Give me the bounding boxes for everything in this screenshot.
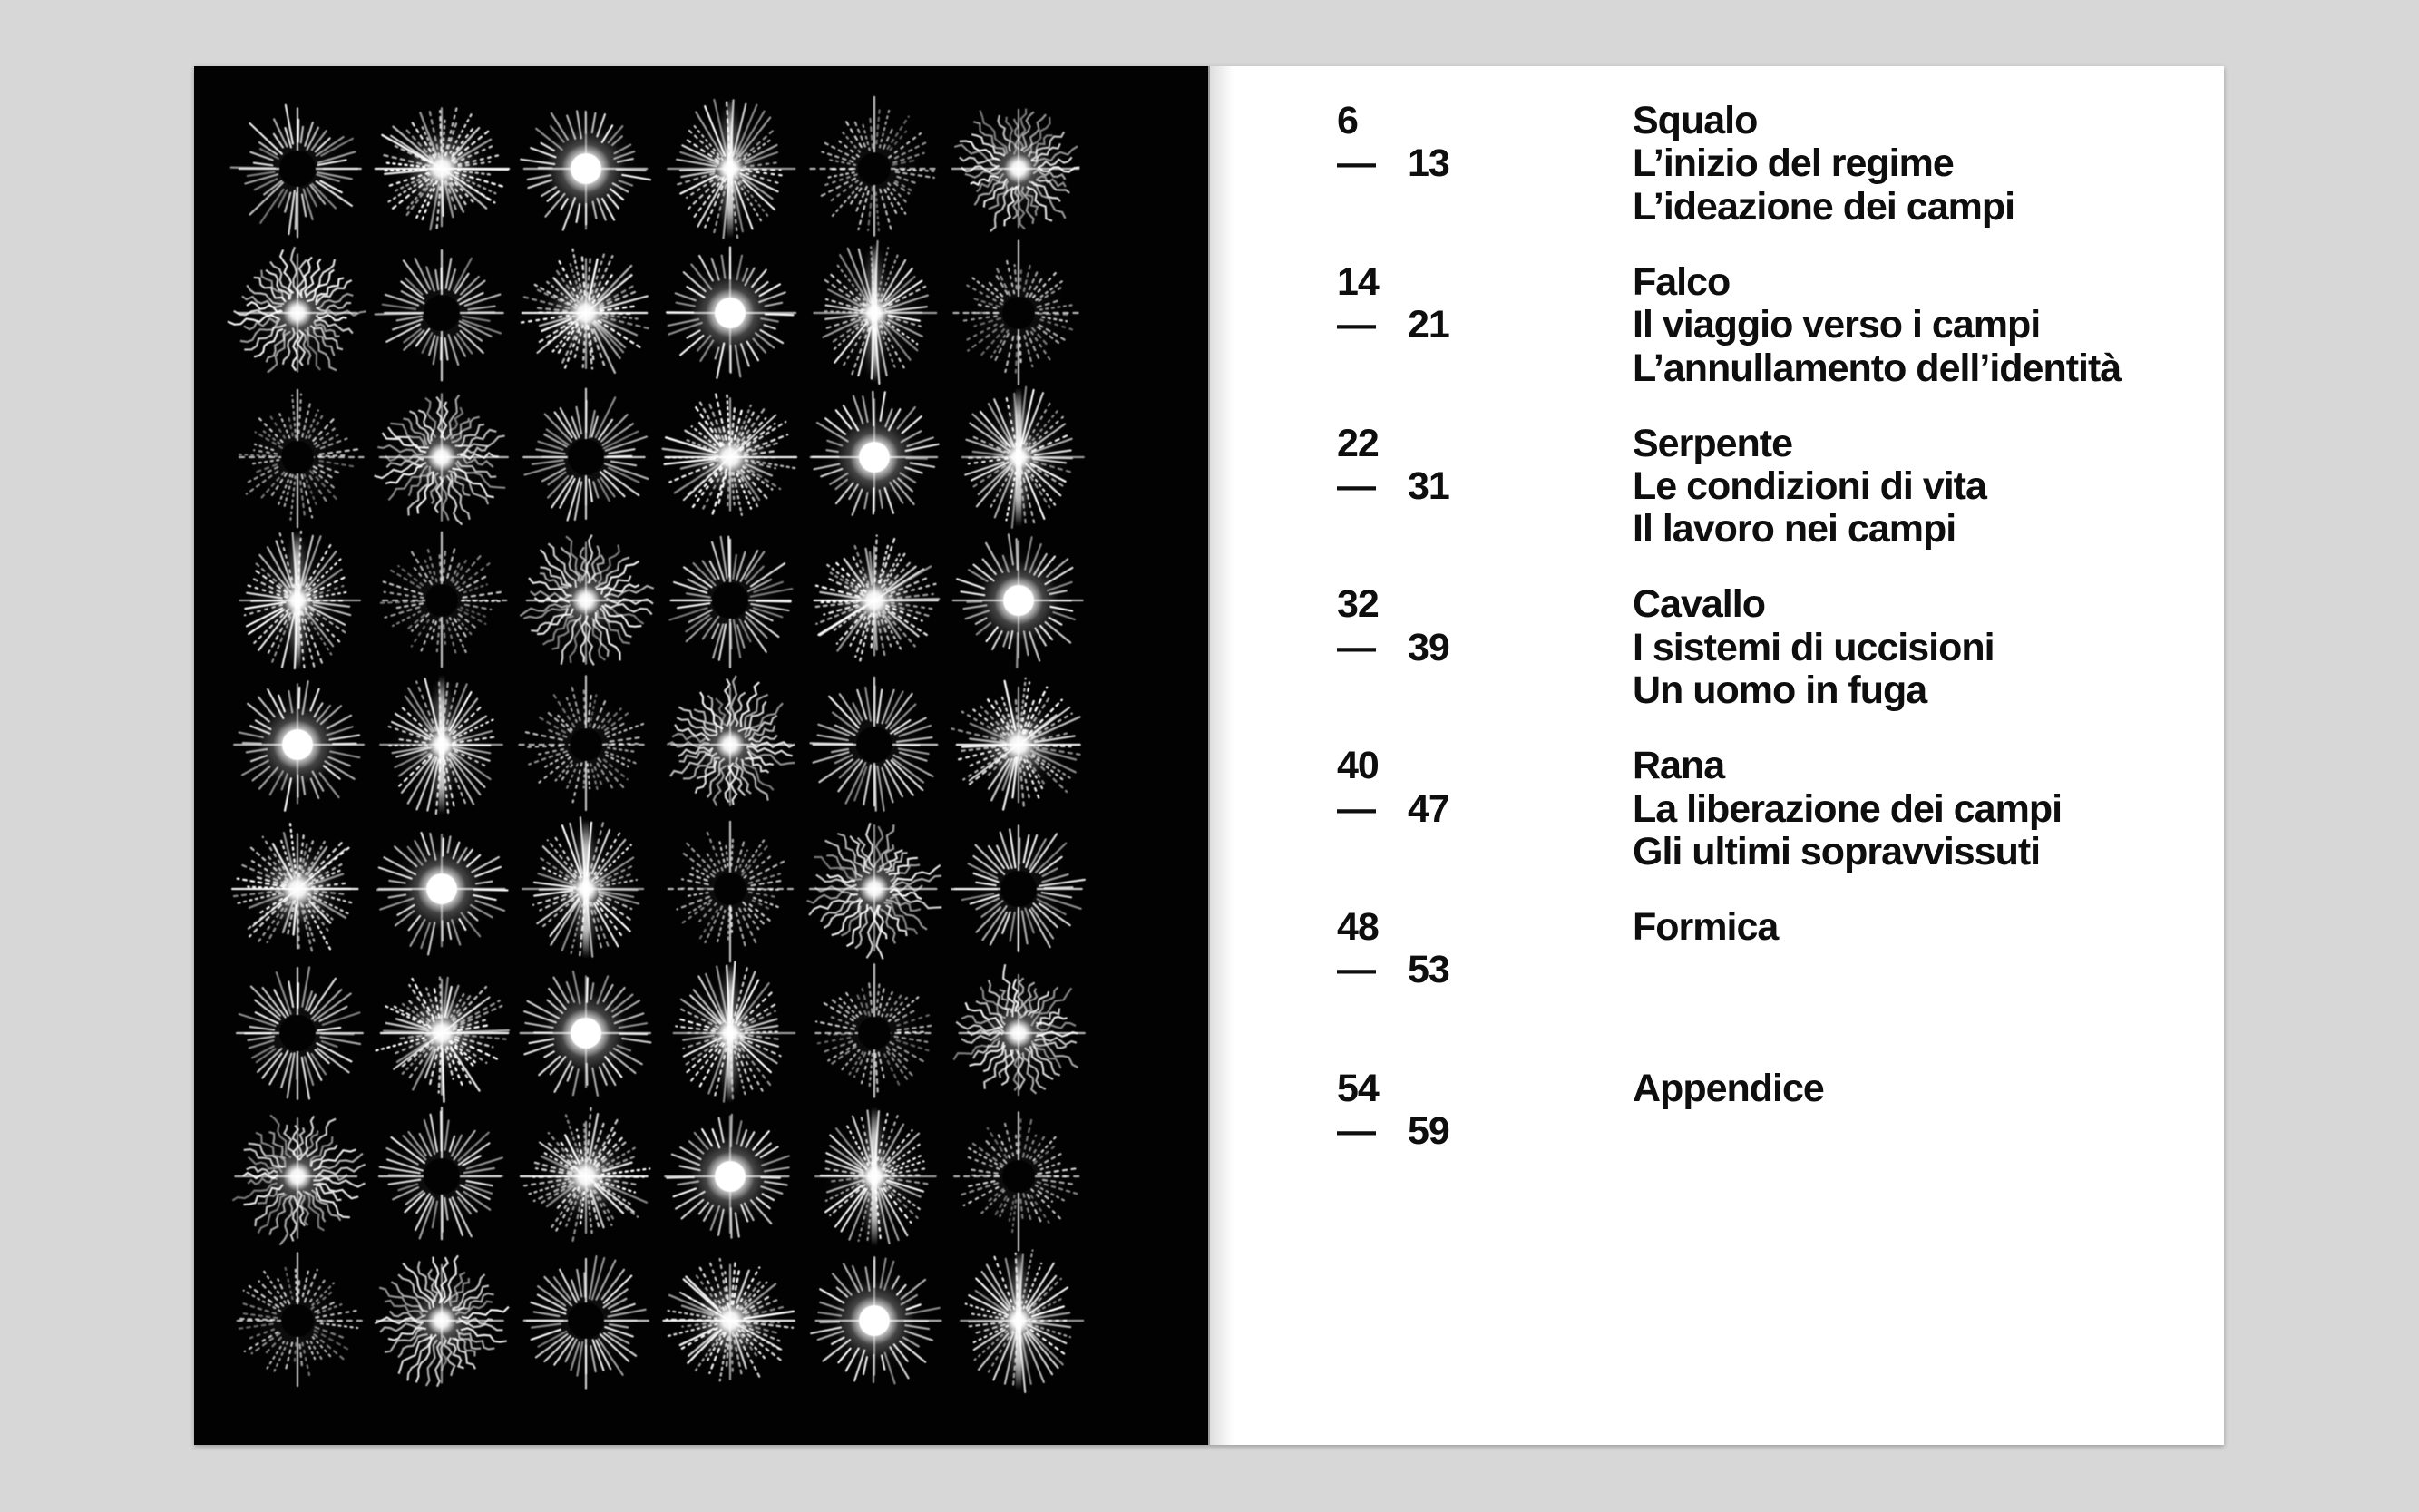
starburst-glow-ball <box>797 380 951 534</box>
toc-page-start: 32 <box>1337 582 1379 627</box>
toc-page-range <box>1337 1066 1449 1154</box>
toc-subtitle: Il viaggio verso i campi <box>1633 303 2041 347</box>
starburst-glow-ball <box>365 812 519 966</box>
starburst-glow-ball <box>797 1244 951 1398</box>
toc-page-end: 21 <box>1408 303 1449 347</box>
starburst-wavy-rays-bright-core <box>653 668 807 822</box>
starburst-grid <box>194 66 1210 1445</box>
starburst-solid-rays-dark-core <box>509 1244 663 1398</box>
toc-page-end: 47 <box>1408 786 1449 831</box>
toc-range-dash: — <box>1337 625 1375 669</box>
starburst-dashed-rays-dark-core <box>509 668 663 822</box>
starburst-vertical-streak <box>797 1099 951 1253</box>
starburst-glow-ball <box>653 236 807 390</box>
toc-subtitle: La liberazione dei campi <box>1633 786 2063 831</box>
toc-subtitle: L’inizio del regime <box>1633 141 1954 186</box>
starburst-wavy-rays-bright-core <box>941 956 1096 1110</box>
toc-subtitle: Un uomo in fuga <box>1633 668 1927 713</box>
starburst-solid-rays-dark-core <box>220 956 375 1110</box>
toc-subtitle: Gli ultimi sopravvissuti <box>1633 830 2041 873</box>
right-page <box>1210 66 2224 1445</box>
toc-page-range <box>1337 582 1449 669</box>
starburst-vertical-streak <box>941 380 1096 534</box>
toc-range-dash: — <box>1337 786 1375 831</box>
toc-page-end: 53 <box>1408 948 1449 992</box>
starburst-wavy-rays-bright-core <box>365 380 519 534</box>
page-spine <box>1208 66 1210 1445</box>
toc-page-start: 14 <box>1337 259 1379 304</box>
starburst-solid-rays-dark-core <box>941 812 1096 966</box>
left-page <box>194 66 1210 1445</box>
toc-range-dash: — <box>1337 141 1375 186</box>
starburst-dotted-rays-bright-core <box>365 92 519 246</box>
toc-subtitle: I sistemi di uccisioni <box>1633 625 1995 669</box>
toc-chapter-title: Squalo <box>1633 99 1758 142</box>
toc-page-range <box>1337 259 1449 347</box>
toc-subtitle: Le condizioni di vita <box>1633 464 1986 508</box>
toc-range-dash: — <box>1337 948 1375 992</box>
starburst-dotted-rays-bright-core <box>365 956 519 1110</box>
starburst-vertical-streak <box>365 668 519 822</box>
starburst-dotted-rays-bright-core <box>509 1099 663 1253</box>
toc-page-start: 54 <box>1337 1066 1379 1110</box>
toc-subtitle: L’ideazione dei campi <box>1633 184 2015 229</box>
starburst-dotted-rays-bright-core <box>941 668 1096 822</box>
toc-page-end: 39 <box>1408 625 1449 669</box>
starburst-vertical-streak <box>220 523 375 678</box>
starburst-wavy-rays-bright-core <box>365 1244 519 1398</box>
starburst-dashed-rays-dark-core <box>941 236 1096 390</box>
starburst-vertical-streak <box>941 1244 1096 1398</box>
starburst-glow-ball <box>653 1099 807 1253</box>
starburst-dotted-rays-bright-core <box>220 812 375 966</box>
toc-chapter-title: Appendice <box>1633 1066 1824 1110</box>
starburst-dashed-rays-dark-core <box>220 1244 375 1398</box>
starburst-dashed-rays-dark-core <box>365 523 519 678</box>
toc-page-start: 40 <box>1337 744 1379 788</box>
starburst-wavy-rays-bright-core <box>220 236 375 390</box>
starburst-solid-rays-dark-core <box>653 523 807 678</box>
toc-range-dash: — <box>1337 464 1375 508</box>
starburst-vertical-streak <box>797 236 951 390</box>
toc-page-start: 22 <box>1337 421 1379 465</box>
starburst-dashed-rays-dark-core <box>220 380 375 534</box>
toc-chapter-title: Falco <box>1633 259 1731 304</box>
starburst-solid-rays-dark-core <box>797 668 951 822</box>
toc-subtitle: Il lavoro nei campi <box>1633 507 1956 551</box>
starburst-wavy-rays-bright-core <box>220 1099 375 1253</box>
toc-page-end: 13 <box>1408 141 1449 186</box>
toc-chapter-title: Serpente <box>1633 421 1793 465</box>
starburst-dashed-rays-dark-core <box>797 92 951 246</box>
toc-chapter-title: Cavallo <box>1633 582 1765 627</box>
starburst-dotted-rays-bright-core <box>509 236 663 390</box>
toc-range-dash: — <box>1337 1109 1375 1154</box>
toc-page-range <box>1337 421 1449 509</box>
toc-chapter-title: Rana <box>1633 744 1725 788</box>
starburst-glow-ball <box>941 523 1096 678</box>
toc-page-range <box>1337 99 1449 186</box>
starburst-dashed-rays-dark-core <box>797 956 951 1110</box>
starburst-wavy-rays-bright-core <box>797 812 951 966</box>
starburst-glow-ball <box>220 668 375 822</box>
starburst-solid-rays-dark-core <box>509 380 663 534</box>
starburst-glow-ball <box>509 956 663 1110</box>
starburst-vertical-streak <box>509 812 663 966</box>
starburst-wavy-rays-bright-core <box>509 523 663 678</box>
starburst-solid-rays-dark-core <box>365 236 519 390</box>
toc-page-end: 31 <box>1408 464 1449 508</box>
starburst-vertical-streak <box>653 92 807 246</box>
starburst-vertical-streak <box>653 956 807 1110</box>
toc-range-dash: — <box>1337 303 1375 347</box>
toc-page-start: 6 <box>1337 99 1358 142</box>
starburst-dotted-rays-bright-core <box>797 523 951 678</box>
toc-page-range <box>1337 744 1449 831</box>
starburst-glow-ball <box>509 92 663 246</box>
starburst-dotted-rays-bright-core <box>653 1244 807 1398</box>
toc-chapter-title: Formica <box>1633 905 1779 949</box>
starburst-dotted-rays-bright-core <box>653 380 807 534</box>
starburst-dashed-rays-dark-core <box>941 1099 1096 1253</box>
toc-page-end: 59 <box>1408 1109 1449 1154</box>
starburst-solid-rays-dark-core <box>220 92 375 246</box>
toc-subtitle: L’annullamento dell’identità <box>1633 346 2122 390</box>
toc-page-range <box>1337 905 1449 992</box>
starburst-solid-rays-dark-core <box>365 1099 519 1253</box>
starburst-wavy-rays-bright-core <box>941 92 1096 246</box>
table-of-contents <box>1210 66 2224 1445</box>
starburst-dashed-rays-dark-core <box>653 812 807 966</box>
toc-page-start: 48 <box>1337 905 1379 949</box>
